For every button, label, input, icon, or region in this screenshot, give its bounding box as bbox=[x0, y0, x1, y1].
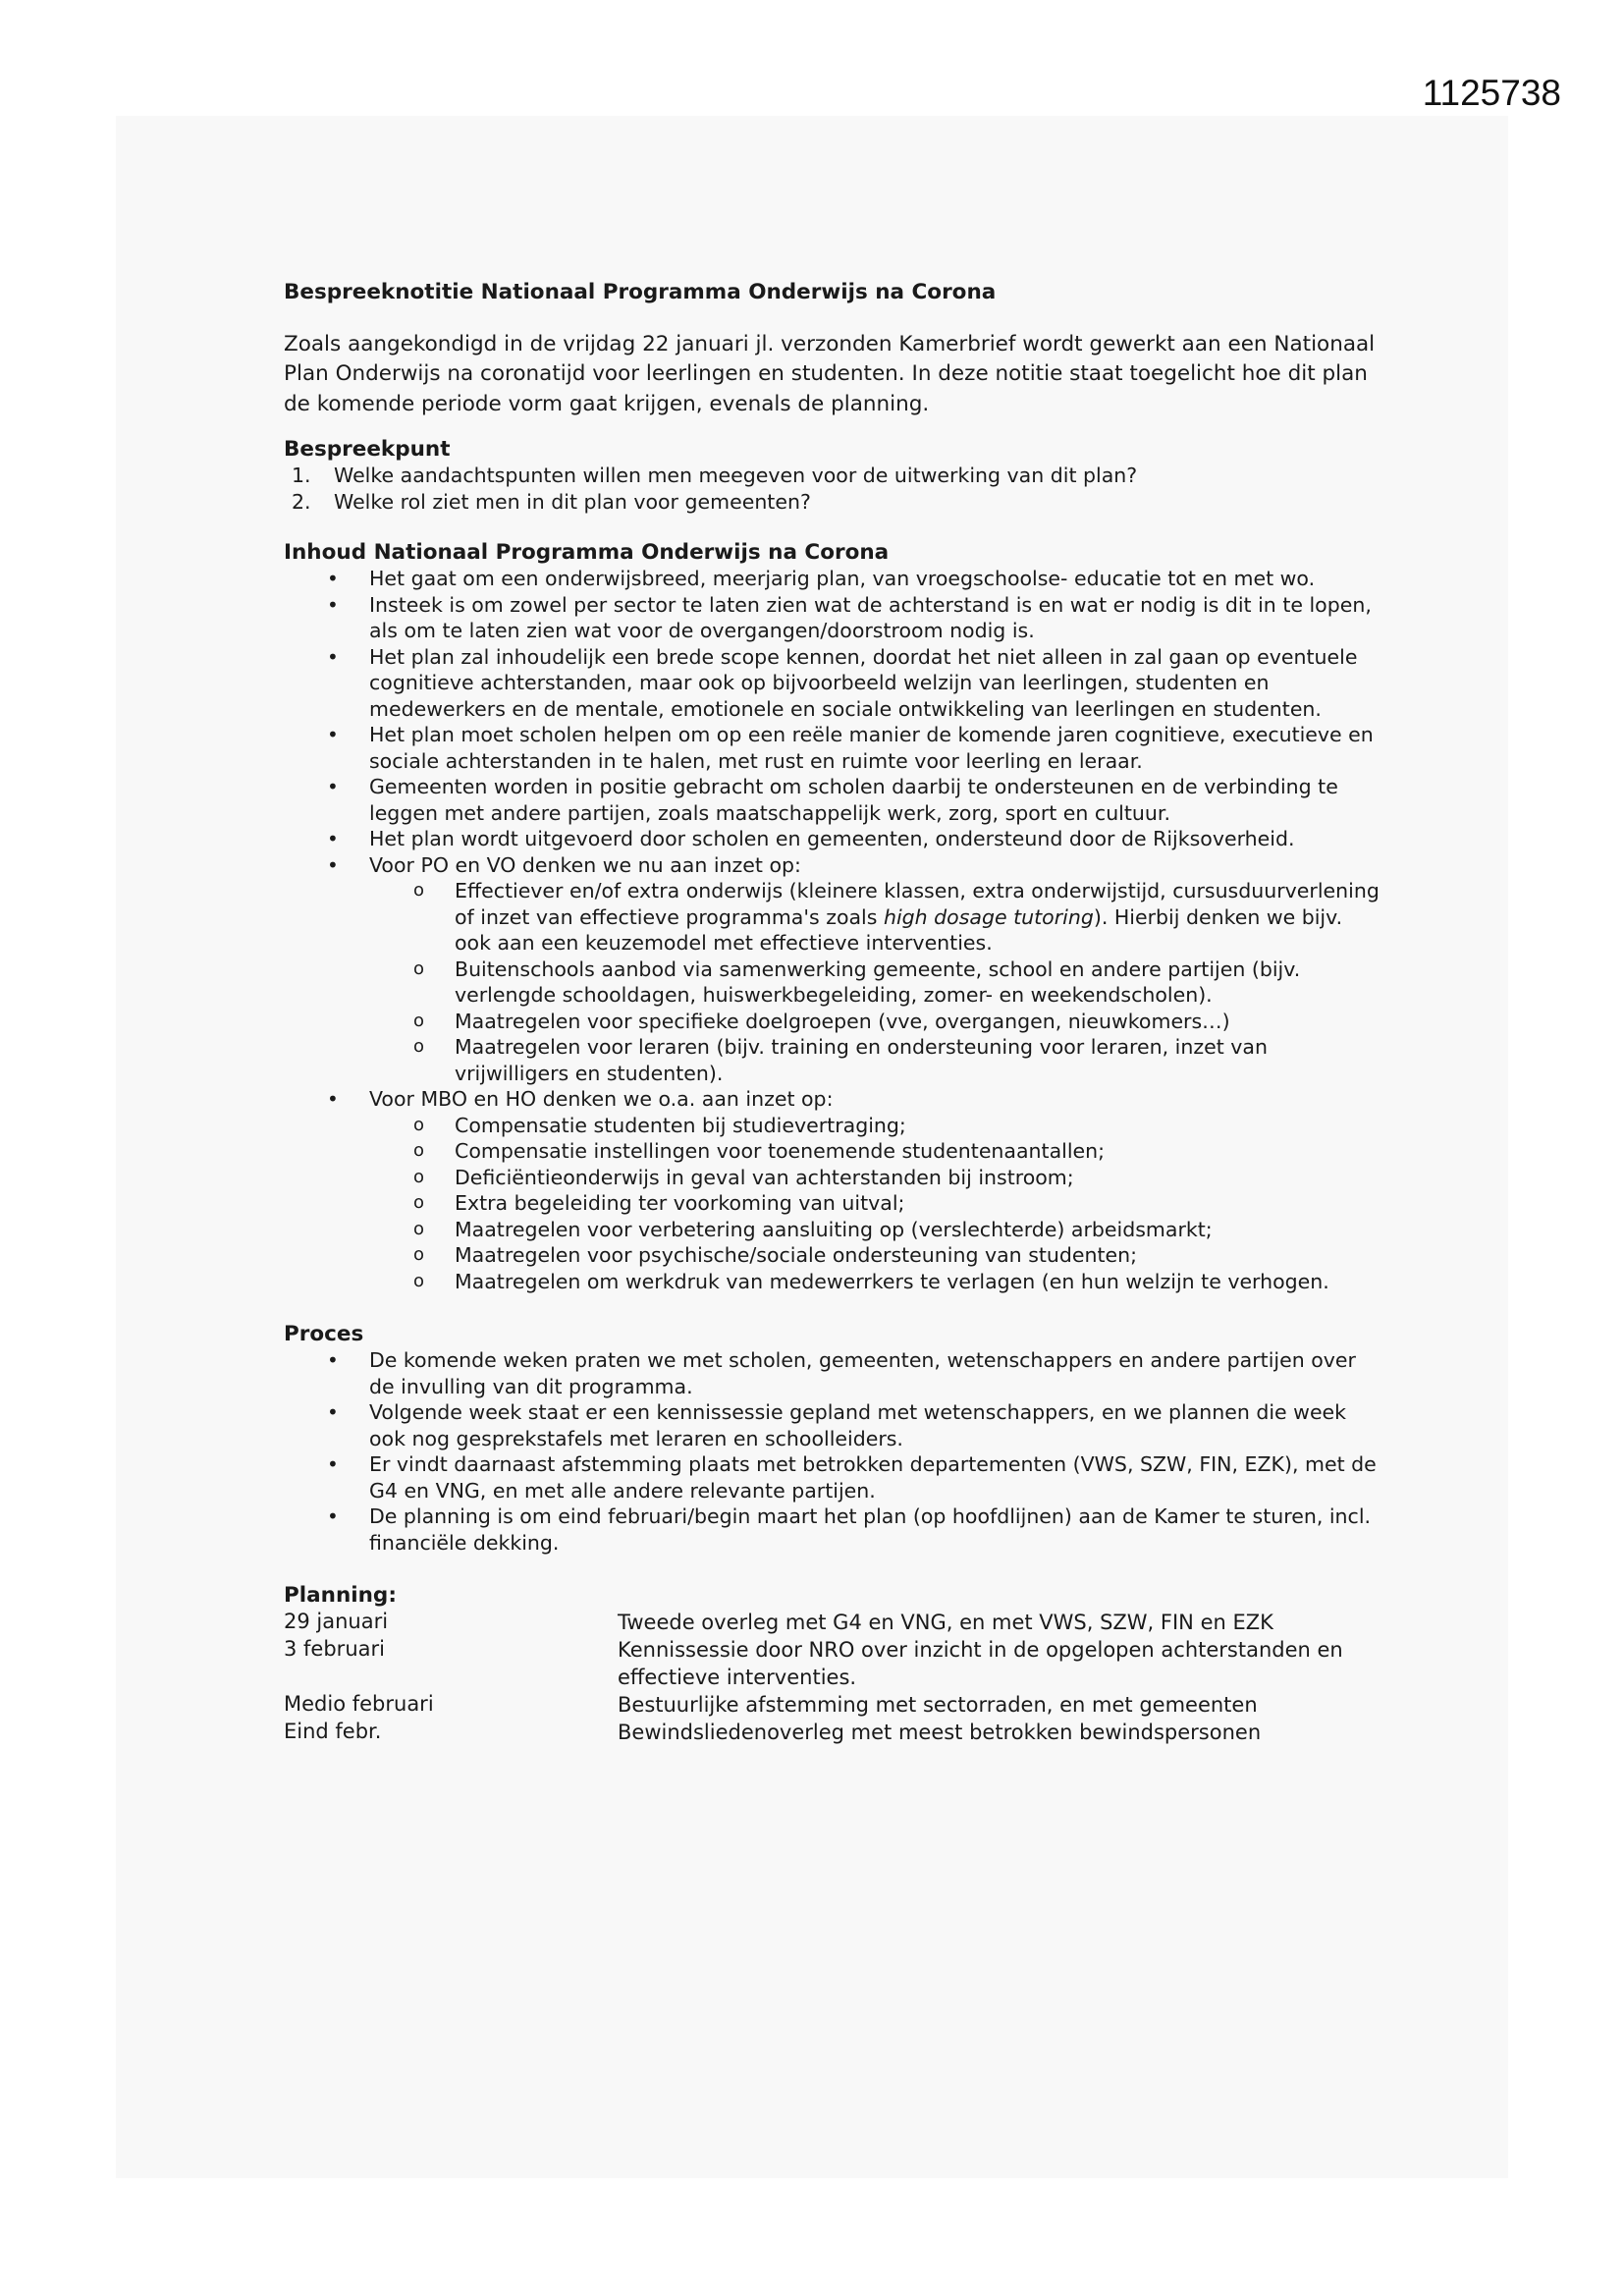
planning-date: 29 januari bbox=[284, 1610, 389, 1633]
bullet-item-label: • Voor PO en VO denken we nu aan inzet op: bbox=[369, 852, 801, 877]
bullet-item: • Er vindt daarnaast afstemming plaats met betrokken departementen (VWS, SZW, FIN, EZK), met de G4 en VNG, en met alle andere relevante partijen. bbox=[284, 1451, 1383, 1503]
sub-item: o Extra begeleiding ter voorkoming van uitval; bbox=[369, 1190, 1383, 1217]
section-heading-bespreekpunt: Bespreekpunt bbox=[284, 437, 451, 462]
sub-item: o Maatregelen om werkdruk van medewerrkers te verlagen (en hun welzijn te verhogen. bbox=[369, 1269, 1383, 1295]
bullet-item: • Insteek is om zowel per sector te laten zien wat de achterstand is en wat er nodig is dit in te lopen, als om te laten zien wat voor de overgangen/doorstroom nodig is. bbox=[284, 592, 1383, 644]
section-proces bbox=[284, 1322, 1383, 1556]
sub-item: o Compensatie instellingen voor toenemende studentenaantallen; bbox=[369, 1138, 1383, 1165]
sub-item: o Maatregelen voor verbetering aansluiting op (verslechterde) arbeidsmarkt; bbox=[369, 1217, 1383, 1243]
list-item bbox=[284, 463, 1383, 489]
sub-item: o Deficiëntieonderwijs in geval van achterstanden bij instroom; bbox=[369, 1165, 1383, 1191]
planning-row bbox=[284, 1609, 1383, 1636]
list-number: 1. bbox=[292, 464, 311, 487]
planning-date: Eind febr. bbox=[284, 1720, 382, 1743]
sub-item: o Maatregelen voor specifieke doelgroepen (vve, overgangen, nieuwkomers…) bbox=[369, 1009, 1383, 1035]
sub-item-text: ). Hierbij denken we bijv. ook aan een keuzemodel met effectieve interventies. bbox=[455, 904, 1343, 955]
planning-row bbox=[284, 1691, 1383, 1719]
bullet-item: • Het plan zal inhoudelijk een brede scope kennen, doordat het niet alleen in zal gaan op eventuele cognitieve achterstanden, maar ook op bijvoorbeeld welzijn van leerlingen, studenten en medewerkers en de mentale, emotionele en sociale ontwikkeling van leerlingen en studenten. bbox=[284, 644, 1383, 723]
planning-description: Bewindsliedenoverleg met meest betrokken bewindspersonen bbox=[618, 1721, 1262, 1744]
bullet-item: • Het plan moet scholen helpen om op een reële manier de komende jaren cognitieve, executieve en sociale achterstanden in te halen, met rust en ruimte voor leerling en leraar. bbox=[284, 722, 1383, 774]
section-heading-inhoud: Inhoud Nationaal Programma Onderwijs na Corona bbox=[284, 540, 890, 565]
intro-paragraph: Zoals aangekondigd in de vrijdag 22 januari jl. verzonden Kamerbrief wordt gewerkt aan een Nationaal Plan Onderwijs na coronatijd voor leerlingen en studenten. In deze notitie staat toegelicht hoe dit plan de komende periode vorm gaat krijgen, evenals de planning. bbox=[284, 331, 1376, 416]
bullet-item: • Gemeenten worden in positie gebracht om scholen daarbij te ondersteunen en de verbinding te leggen met andere partijen, zoals maatschappelijk werk, zorg, sport en cultuur. bbox=[284, 774, 1383, 826]
bullet-item: • De planning is om eind februari/begin maart het plan (op hoofdlijnen) aan de Kamer te sturen, incl. financiële dekking. bbox=[284, 1503, 1383, 1556]
proces-bullet-list bbox=[284, 1347, 1383, 1556]
sub-item: o Compensatie studenten bij studievertraging; bbox=[369, 1113, 1383, 1139]
sub-item bbox=[369, 878, 1383, 957]
bespreekpunt-list bbox=[284, 463, 1383, 515]
planning-description: Tweede overleg met G4 en VNG, en met VWS, SZW, FIN en EZK bbox=[618, 1611, 1273, 1634]
bullet-item: • Het plan wordt uitgevoerd door scholen en gemeenten, ondersteund door de Rijksoverheid. bbox=[284, 826, 1383, 852]
sub-item-text: Effectiever en/of extra onderwijs (kleinere klassen, extra onderwijstijd, cursusduurverlening of inzet van effectieve programma's zoals bbox=[455, 879, 1380, 929]
list-item-text: Welke aandachtspunten willen men meegeven voor de uitwerking van dit plan? bbox=[334, 464, 1138, 487]
inhoud-bullet-list bbox=[284, 566, 1383, 1294]
bullet-item: • De komende weken praten we met scholen, gemeenten, wetenschappers en andere partijen over de invulling van dit programma. bbox=[284, 1347, 1383, 1399]
list-number: 2. bbox=[292, 489, 311, 514]
planning-row bbox=[284, 1636, 1383, 1691]
bullet-item: • Het gaat om een onderwijsbreed, meerjarig plan, van vroegschoolse- educatie tot en met wo. bbox=[284, 566, 1383, 592]
bullet-item-mbo-ho bbox=[284, 1086, 1383, 1294]
planning-row bbox=[284, 1719, 1383, 1746]
planning-description: Kennissessie door NRO over inzicht in de opgelopen achterstanden en effectieve interventies. bbox=[618, 1638, 1343, 1689]
planning-description: Bestuurlijke afstemming met sectorraden, en met gemeenten bbox=[618, 1693, 1258, 1717]
bullet-item-po-vo bbox=[284, 852, 1383, 1087]
planning-date: Medio februari bbox=[284, 1692, 434, 1716]
section-heading-proces: Proces bbox=[284, 1322, 364, 1346]
mbo-ho-sub-list bbox=[369, 1113, 1383, 1295]
document-body bbox=[284, 280, 1383, 1746]
document-title: Bespreeknotitie Nationaal Programma Onderwijs na Corona bbox=[284, 280, 997, 304]
sub-item: o Maatregelen voor leraren (bijv. training en ondersteuning voor leraren, inzet van vrijwilligers en studenten). bbox=[369, 1034, 1383, 1086]
list-item bbox=[284, 489, 1383, 516]
sub-item: o Buitenschools aanbod via samenwerking gemeente, school en andere partijen (bijv. verlengde schooldagen, huiswerkbegeleiding, zomer- en weekendscholen). bbox=[369, 957, 1383, 1009]
section-planning bbox=[284, 1583, 1383, 1746]
section-heading-planning: Planning: bbox=[284, 1583, 397, 1608]
po-vo-sub-list bbox=[369, 878, 1383, 1086]
sub-item: o Maatregelen voor psychische/sociale ondersteuning van studenten; bbox=[369, 1242, 1383, 1269]
document-number: 1125738 bbox=[1422, 73, 1561, 113]
sub-item-italic-text: high dosage tutoring bbox=[883, 904, 1094, 929]
section-inhoud bbox=[284, 540, 1383, 1294]
planning-date: 3 februari bbox=[284, 1637, 385, 1661]
list-item-text: Welke rol ziet men in dit plan voor gemeenten? bbox=[334, 489, 811, 514]
bullet-item-label: • Voor MBO en HO denken we o.a. aan inzet op: bbox=[369, 1087, 834, 1111]
bullet-item: • Volgende week staat er een kennissessie gepland met wetenschappers, en we plannen die week ook nog gesprekstafels met leraren en schoolleiders. bbox=[284, 1399, 1383, 1451]
